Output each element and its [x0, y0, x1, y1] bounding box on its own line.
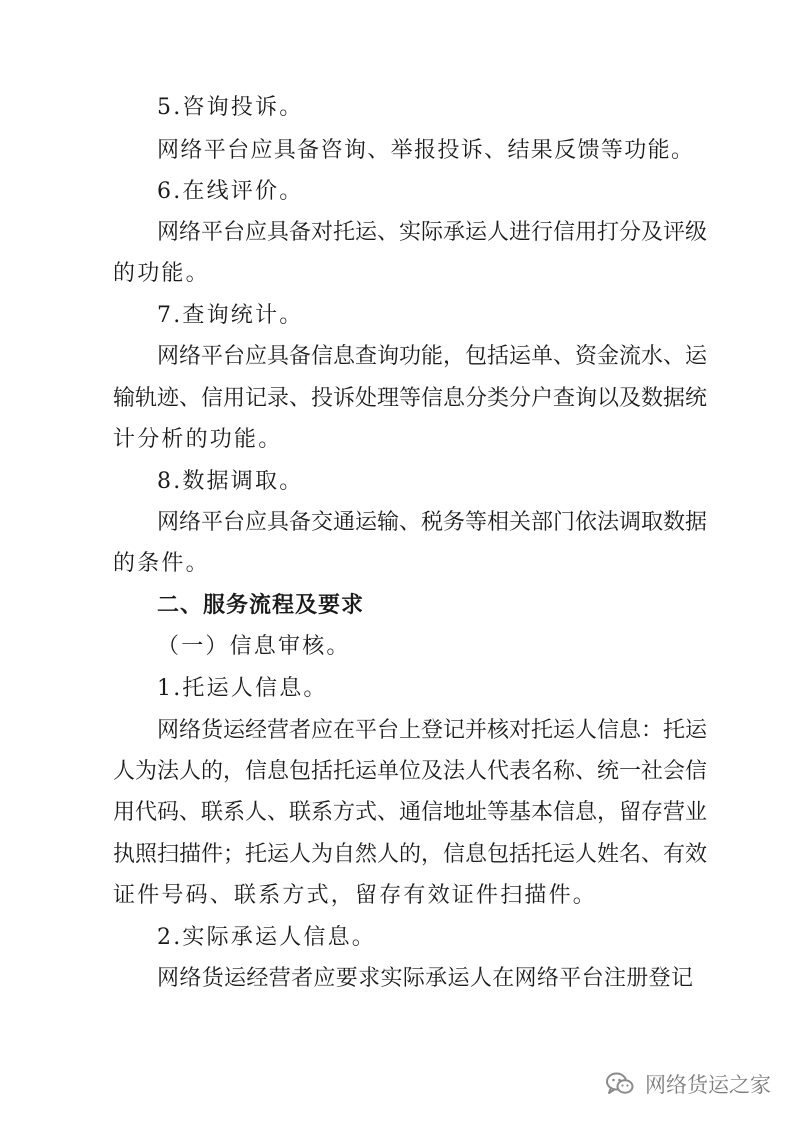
paragraph-line: 网络平台应具备对托运、实际承运人进行信用打分及评级: [157, 220, 708, 245]
section-heading: 1.托运人信息。: [157, 676, 328, 701]
section-heading: 6.在线评价。: [157, 179, 304, 204]
paragraph-line: 输轨迹、信用记录、投诉处理等信息分类分户查询以及数据统: [113, 386, 708, 411]
wechat-icon: [605, 1071, 635, 1097]
paragraph-line: 证件号码、联系方式，留存有效证件扫描件。: [113, 883, 598, 908]
paragraph-line: 的功能。: [113, 261, 210, 286]
paragraph-line: 网络平台应具备交通运输、税务等相关部门依法调取数据: [157, 510, 708, 535]
paragraph-line: 执照扫描件；托运人为自然人的，信息包括托运人姓名、有效: [113, 842, 708, 867]
section-heading: 7.查询统计。: [157, 303, 304, 328]
section-heading: 5.咨询投诉。: [157, 95, 304, 120]
paragraph-line: 的条件。: [113, 551, 210, 576]
watermark: [605, 1069, 771, 1099]
section-heading: 2.实际承运人信息。: [157, 925, 376, 950]
section-heading: 8.数据调取。: [157, 469, 304, 494]
paragraph-line: 网络货运经营者应要求实际承运人在网络平台注册登记: [157, 966, 693, 991]
paragraph-line: 网络货运经营者应在平台上登记并核对托运人信息：托运: [157, 718, 708, 743]
watermark-text: 网络货运之家: [645, 1073, 771, 1097]
paragraph-line: 人为法人的，信息包括托运单位及法人代表名称、统一社会信: [113, 759, 708, 784]
paragraph-line: 计分析的功能。: [113, 427, 283, 452]
subsection-heading: （一）信息审核。: [157, 634, 351, 659]
paragraph-line: 用代码、联系人、联系方式、通信地址等基本信息，留存营业: [113, 800, 708, 825]
paragraph-line: 网络平台应具备信息查询功能，包括运单、资金流水、运: [157, 344, 708, 369]
chapter-heading: 二、服务流程及要求: [157, 593, 365, 618]
paragraph-line: 网络平台应具备咨询、举报投诉、结果反馈等功能。: [157, 138, 693, 163]
